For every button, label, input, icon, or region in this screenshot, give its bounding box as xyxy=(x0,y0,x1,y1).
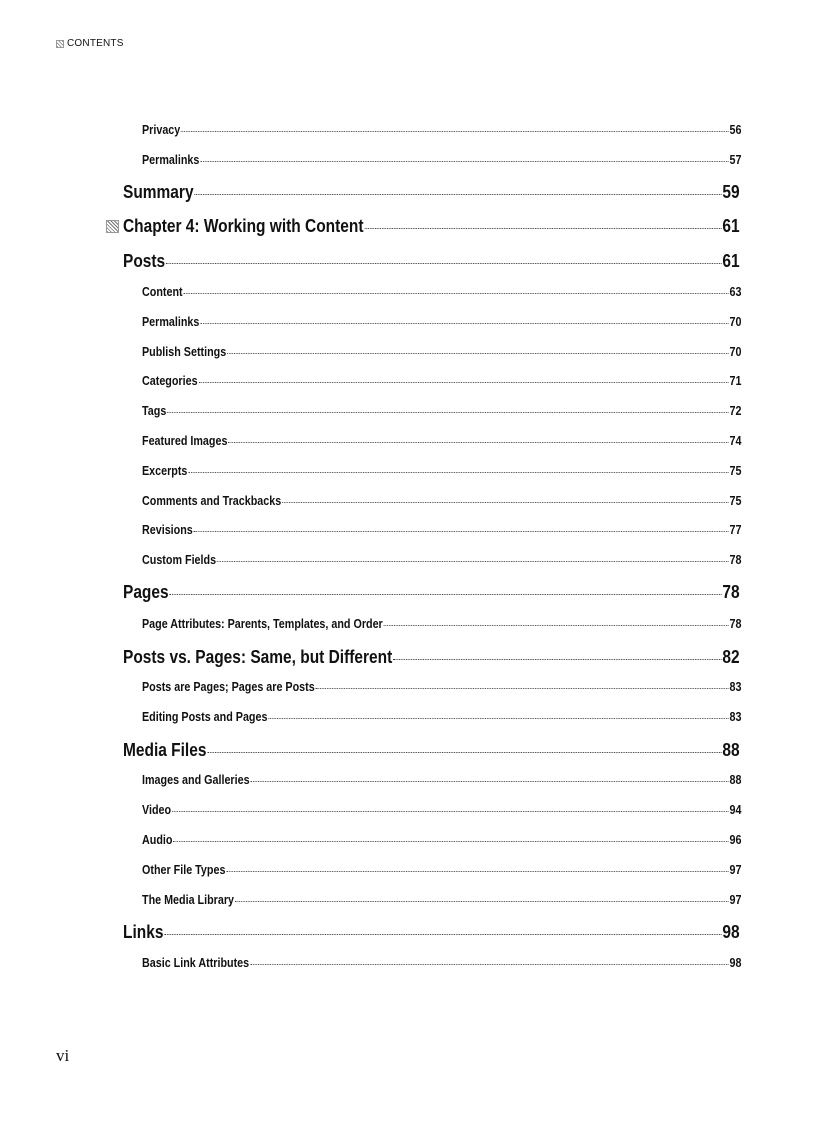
toc-entry-label: Posts are Pages; Pages are Posts xyxy=(142,680,315,694)
toc-subsection-entry[interactable] xyxy=(142,617,741,631)
toc-entry-page: 98 xyxy=(729,956,742,970)
dot-leader xyxy=(226,871,728,872)
toc-entry-page: 70 xyxy=(729,345,742,359)
toc-entry-page: 70 xyxy=(729,315,742,329)
toc-entry-label: Chapter 4: Working with Content xyxy=(123,216,364,236)
dot-leader xyxy=(364,228,721,229)
dot-leader xyxy=(173,841,728,842)
dot-leader xyxy=(250,781,728,782)
toc-entry-page: 59 xyxy=(722,182,740,202)
running-head-label: CONTENTS xyxy=(67,38,124,49)
dot-leader xyxy=(200,161,728,162)
dot-leader xyxy=(167,412,728,413)
toc-subsection-entry[interactable] xyxy=(142,803,741,817)
toc-section-entry[interactable] xyxy=(123,582,740,603)
toc-entry-page: 78 xyxy=(722,582,740,602)
toc-entry-label: Custom Fields xyxy=(142,553,217,567)
toc-entry-page: 61 xyxy=(722,251,740,271)
toc-subsection-entry[interactable] xyxy=(142,123,741,137)
dot-leader xyxy=(250,964,729,965)
toc-entry-label: Video xyxy=(142,803,172,817)
toc-entry-page: 77 xyxy=(729,523,742,537)
toc-section-entry[interactable] xyxy=(123,182,740,203)
toc-entry-label: Featured Images xyxy=(142,434,228,448)
dot-leader xyxy=(188,472,728,473)
toc-subsection-entry[interactable] xyxy=(142,710,741,724)
toc-entry-page: 83 xyxy=(729,680,742,694)
dot-leader xyxy=(384,625,729,626)
toc-entry-page: 83 xyxy=(729,710,742,724)
toc-entry-label: Excerpts xyxy=(142,464,188,478)
dot-leader xyxy=(183,293,728,294)
toc-subsection-entry[interactable] xyxy=(142,434,741,448)
toc-entry-page: 78 xyxy=(729,553,742,567)
toc-entry-page: 75 xyxy=(729,464,742,478)
toc-entry-page: 82 xyxy=(722,647,740,667)
toc-entry-page: 78 xyxy=(729,617,742,631)
toc-entry-label: Images and Galleries xyxy=(142,773,250,787)
dot-leader xyxy=(235,901,729,902)
dot-leader xyxy=(181,131,728,132)
toc-section-entry[interactable] xyxy=(123,740,740,761)
toc-entry-label: Comments and Trackbacks xyxy=(142,494,282,508)
toc-entry-label: Permalinks xyxy=(142,153,200,167)
toc-subsection-entry[interactable] xyxy=(142,833,741,847)
dot-leader xyxy=(172,811,729,812)
toc-subsection-entry[interactable] xyxy=(142,863,741,877)
toc-subsection-entry[interactable] xyxy=(142,153,741,167)
dot-leader xyxy=(316,688,729,689)
toc-entry-label: Links xyxy=(123,922,164,942)
dot-leader xyxy=(268,718,728,719)
toc-entry-page: 63 xyxy=(729,285,742,299)
toc-subsection-entry[interactable] xyxy=(142,680,741,694)
toc-entry-page: 61 xyxy=(722,216,740,236)
toc-entry-page: 97 xyxy=(729,863,742,877)
dot-leader xyxy=(166,263,722,264)
toc-entry-label: Basic Link Attributes xyxy=(142,956,250,970)
toc-subsection-entry[interactable] xyxy=(142,523,741,537)
toc-entry-label: Posts vs. Pages: Same, but Different xyxy=(123,647,393,667)
toc-subsection-entry[interactable] xyxy=(142,404,741,418)
toc-entry-label: The Media Library xyxy=(142,893,235,907)
dot-leader xyxy=(207,752,721,753)
dot-leader xyxy=(393,659,721,660)
dot-leader xyxy=(169,594,721,595)
dot-leader xyxy=(282,502,729,503)
toc-entry-label: Pages xyxy=(123,582,169,602)
toc-entry-page: 94 xyxy=(729,803,742,817)
page-number: vi xyxy=(56,1046,70,1065)
toc-subsection-entry[interactable] xyxy=(142,553,741,567)
toc-entry-label: Page Attributes: Parents, Templates, and Order xyxy=(142,617,383,631)
toc-subsection-entry[interactable] xyxy=(142,494,741,508)
toc-entry-page: 56 xyxy=(729,123,742,137)
toc-subsection-entry[interactable] xyxy=(142,345,741,359)
dot-leader xyxy=(194,194,721,195)
toc-entry-page: 88 xyxy=(722,740,740,760)
toc-entry-page: 97 xyxy=(729,893,742,907)
toc-subsection-entry[interactable] xyxy=(142,374,741,388)
toc-subsection-entry[interactable] xyxy=(142,315,741,329)
toc-chapter-entry[interactable] xyxy=(123,216,740,237)
dot-leader xyxy=(217,561,729,562)
toc-subsection-entry[interactable] xyxy=(142,893,741,907)
toc-subsection-entry[interactable] xyxy=(142,773,741,787)
toc-entry-label: Media Files xyxy=(123,740,207,760)
toc-section-entry[interactable] xyxy=(123,922,740,943)
dot-leader xyxy=(227,353,729,354)
toc-entry-label: Revisions xyxy=(142,523,193,537)
toc-entry-page: 74 xyxy=(729,434,742,448)
toc-entry-label: Publish Settings xyxy=(142,345,227,359)
toc-entry-label: Other File Types xyxy=(142,863,226,877)
dot-leader xyxy=(198,382,728,383)
toc-entry-page: 98 xyxy=(722,922,740,942)
toc-entry-page: 72 xyxy=(729,404,742,418)
toc-section-entry[interactable] xyxy=(123,251,740,272)
dot-leader xyxy=(200,323,728,324)
dot-leader xyxy=(194,531,729,532)
toc-entry-page: 88 xyxy=(729,773,742,787)
toc-subsection-entry[interactable] xyxy=(142,956,741,970)
toc-entry-page: 75 xyxy=(729,494,742,508)
toc-entry-label: Posts xyxy=(123,251,166,271)
toc-entry-page: 96 xyxy=(729,833,742,847)
toc-entry-label: Tags xyxy=(142,404,167,418)
toc-entry-page: 71 xyxy=(729,374,742,388)
toc-subsection-entry[interactable] xyxy=(142,285,741,299)
toc-entry-label: Summary xyxy=(123,182,194,202)
toc-subsection-entry[interactable] xyxy=(142,464,741,478)
toc-entry-label: Content xyxy=(142,285,183,299)
toc-entry-label: Editing Posts and Pages xyxy=(142,710,268,724)
toc-entry-page: 57 xyxy=(729,153,742,167)
toc-section-entry[interactable] xyxy=(123,647,740,668)
dot-leader xyxy=(164,934,721,935)
dot-leader xyxy=(228,442,728,443)
toc-entry-label: Permalinks xyxy=(142,315,200,329)
toc-entry-label: Privacy xyxy=(142,123,181,137)
toc-entry-label: Audio xyxy=(142,833,173,847)
toc-entry-label: Categories xyxy=(142,374,198,388)
